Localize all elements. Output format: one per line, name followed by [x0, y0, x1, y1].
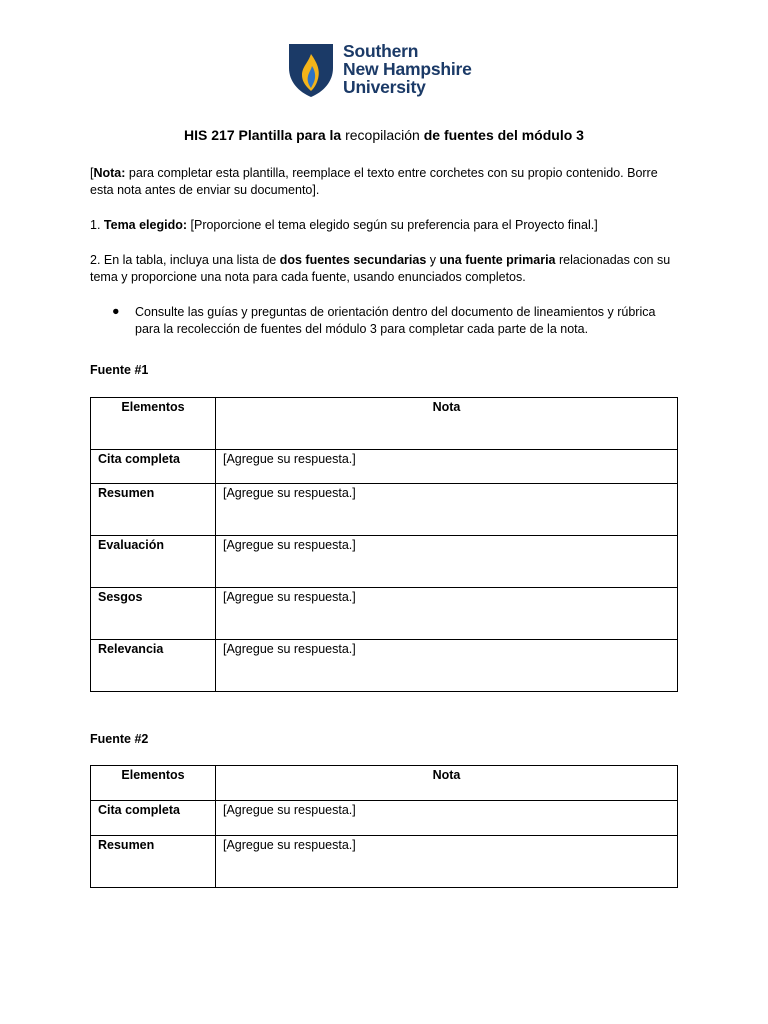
row-element: Sesgos	[91, 588, 216, 640]
table-row	[91, 536, 678, 588]
row-note-cell[interactable]: [Agregue su respuesta.]	[216, 450, 678, 484]
header-note: Nota	[216, 766, 678, 801]
bullet-icon: ●	[112, 304, 120, 318]
table-row	[91, 484, 678, 536]
table-header-row	[91, 766, 678, 801]
table-row	[91, 836, 678, 888]
shield-flame-icon	[287, 42, 335, 98]
item1-text: [Proporcione el tema elegido según su preferencia para el Proyecto final.]	[187, 218, 598, 232]
logo-line-3: University	[343, 77, 426, 97]
table-header-row	[91, 398, 678, 450]
row-element: Resumen	[91, 484, 216, 536]
row-note-cell[interactable]: [Agregue su respuesta.]	[216, 640, 678, 692]
chosen-topic-paragraph	[90, 217, 680, 234]
row-note-cell[interactable]: [Agregue su respuesta.]	[216, 536, 678, 588]
university-logo	[287, 42, 487, 102]
header-elements: Elementos	[91, 398, 216, 450]
table-row	[91, 450, 678, 484]
row-element: Resumen	[91, 836, 216, 888]
note-text: para completar esta plantilla, reemplace el texto entre corchetes con su propio contenido. Borre esta nota antes de enviar su documento].	[90, 166, 658, 197]
row-element: Relevancia	[91, 640, 216, 692]
row-note-cell[interactable]: [Agregue su respuesta.]	[216, 836, 678, 888]
row-element: Cita completa	[91, 450, 216, 484]
row-note-cell[interactable]: [Agregue su respuesta.]	[216, 801, 678, 836]
row-element: Cita completa	[91, 801, 216, 836]
table-row	[91, 801, 678, 836]
item1-label: Tema elegido:	[103, 218, 188, 232]
note-label: Nota:	[93, 166, 126, 180]
header-elements: Elementos	[91, 766, 216, 801]
source-2-label: Fuente #2	[90, 732, 149, 746]
item2-prefix: 2. En la tabla, incluya una lista de	[90, 253, 280, 267]
title-part-2: recopilación	[345, 127, 420, 143]
item2-bold-2: una fuente primaria	[439, 253, 556, 267]
row-element: Evaluación	[91, 536, 216, 588]
item2-mid: y	[426, 253, 440, 267]
table-row	[91, 640, 678, 692]
source-1-label: Fuente #1	[90, 363, 149, 377]
row-note-cell[interactable]: [Agregue su respuesta.]	[216, 588, 678, 640]
document-title	[0, 127, 768, 144]
note-paragraph	[90, 165, 680, 199]
table-row	[91, 588, 678, 640]
row-note-cell[interactable]: [Agregue su respuesta.]	[216, 484, 678, 536]
logo-line-2: New Hampshire	[343, 59, 472, 79]
source-2-table	[90, 765, 678, 888]
title-part-3: de fuentes del módulo 3	[419, 127, 584, 143]
bullet-text: Consulte las guías y preguntas de orientación dentro del documento de lineamientos y rúbrica para la recolección de fuentes del módulo 3 para completar cada parte de la nota.	[135, 305, 656, 336]
title-part-1: HIS 217 Plantilla para la	[184, 127, 346, 143]
instructions-paragraph	[90, 252, 680, 286]
item2-bold-1: dos fuentes secundarias	[279, 253, 427, 267]
item2-suffix: relacionadas con su tema y proporcione una nota para cada fuente, usando enunciados completos.	[90, 253, 671, 284]
source-1-table	[90, 397, 678, 692]
logo-wordmark	[343, 42, 472, 96]
note-bracket: [	[90, 166, 94, 180]
item1-number: 1.	[90, 218, 104, 232]
logo-line-1: Southern	[343, 41, 419, 61]
header-note: Nota	[216, 398, 678, 450]
